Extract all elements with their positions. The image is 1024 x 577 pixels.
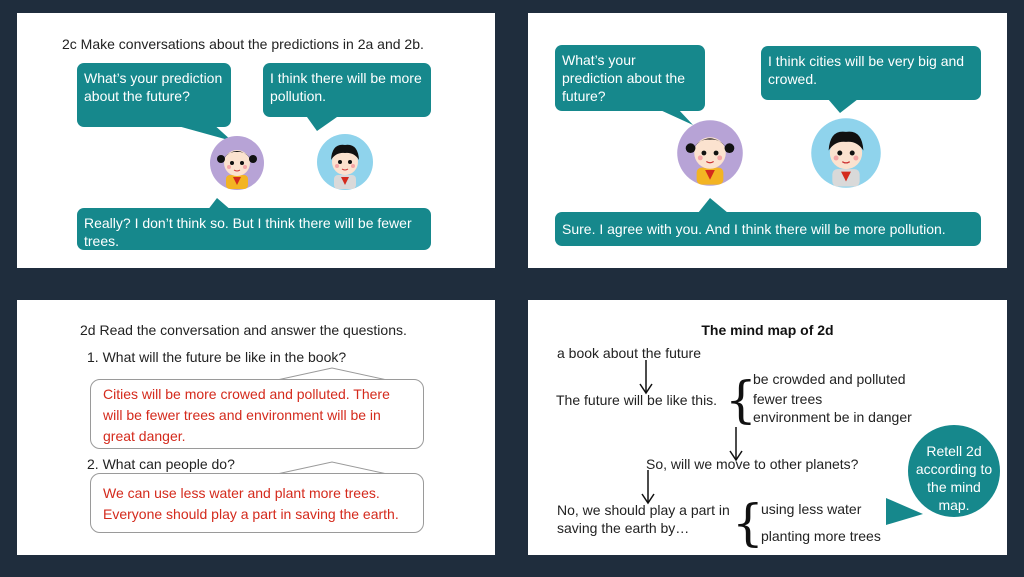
slide-mind-map[interactable]: [528, 300, 1007, 555]
branch-1-item-3: environment be in danger: [753, 409, 912, 425]
branch-2-item-2: planting more trees: [761, 528, 881, 544]
question-2: 2. What can people do?: [87, 456, 235, 472]
answer-2-box: [90, 473, 424, 533]
node-question: So, will we move to other planets?: [646, 456, 859, 472]
speech-bubble-bottom: Really? I don’t think so. But I think there will be fewer trees.: [77, 208, 431, 250]
node-book: a book about the future: [557, 345, 701, 361]
speech-bubble-bottom: Sure. I agree with you. And I think there will be more pollution.: [555, 212, 981, 246]
boy-avatar-icon: [810, 117, 882, 189]
node-future: The future will be like this.: [556, 392, 718, 408]
node-answer-line-1: No, we should play a part in: [557, 502, 730, 518]
question-1: 1. What will the future be like in the book?: [87, 349, 347, 365]
node-answer-line-2: saving the earth by…: [557, 520, 690, 536]
answer-2-line-2: Everyone should play a part in saving the earth.: [103, 506, 399, 522]
girl-avatar-icon: [209, 135, 265, 191]
girl-avatar-icon: [676, 119, 744, 187]
boy-avatar-icon: [316, 133, 374, 191]
slide-title: 2c Make conversations about the predictions in 2a and 2b.: [62, 36, 424, 52]
speech-bubble-boy: I think cities will be very big and crowed.: [761, 46, 981, 100]
branch-2-item-1: using less water: [761, 501, 862, 517]
branch-1-item-2: fewer trees: [753, 391, 823, 407]
retell-bubble-tail: [528, 300, 1007, 555]
brace-1: {: [725, 371, 757, 429]
speech-bubble-boy: I think there will be more pollution.: [263, 63, 431, 117]
slide-2c[interactable]: [17, 13, 495, 268]
answer-2-line-1: We can use less water and plant more trees.: [103, 485, 380, 501]
slide-2c-example[interactable]: [528, 13, 1007, 268]
slide-title: The mind map of 2d: [701, 322, 834, 338]
speech-bubble-girl: What’s your prediction about the future?: [77, 63, 231, 127]
speech-bubble-girl: What’s your prediction about the future?: [555, 45, 705, 111]
retell-bubble: Retell 2d according to the mind map.: [908, 425, 1000, 517]
answer-1-box: Cities will be more crowed and polluted. There will be fewer trees and environment will be in great danger.: [90, 379, 424, 449]
slide-2d[interactable]: [17, 300, 495, 555]
branch-1-item-1: be crowded and polluted: [753, 371, 906, 387]
brace-2: {: [732, 494, 764, 552]
slide-title: 2d Read the conversation and answer the questions.: [80, 322, 407, 338]
